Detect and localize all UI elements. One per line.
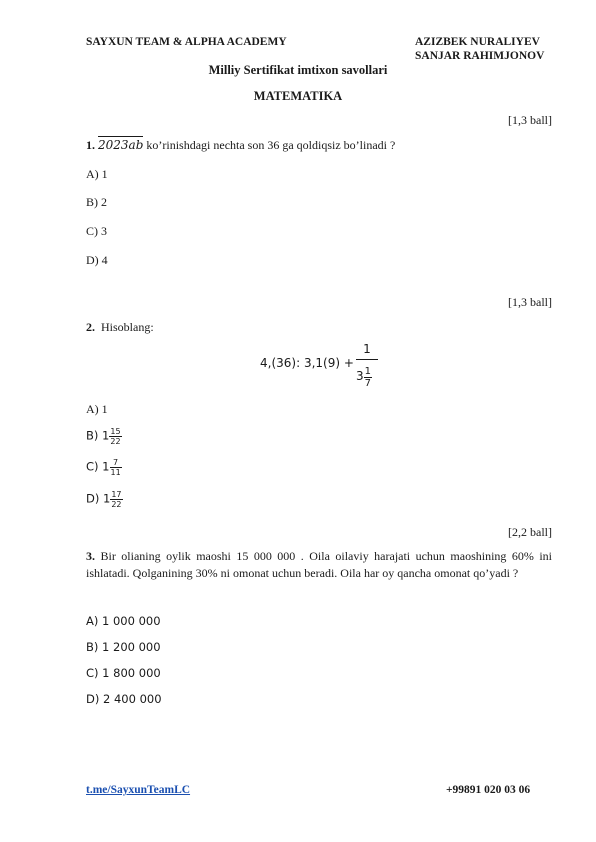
q2-points: [1,3 ball] [508, 295, 552, 309]
q2-formula-numerator: 1 [363, 342, 371, 356]
header-left: SAYXUN TEAM & ALPHA ACADEMY [86, 36, 287, 48]
q3-stem [86, 548, 552, 582]
q1-option-a[interactable]: A) 1 [86, 167, 108, 181]
q3-points: [2,2 ball] [508, 525, 552, 539]
q3-option-d[interactable]: D) 2 400 000 [86, 692, 162, 706]
q2-formula-mixed [356, 366, 372, 389]
q3-number: 3. [86, 549, 95, 563]
q1-option-c[interactable]: C) 3 [86, 224, 107, 238]
q2-option-d-fraction: $\frac{17}{22}$ [111, 490, 122, 509]
q2-number: 2. [86, 320, 95, 334]
footer-telegram-link[interactable]: t.me/SayxunTeamLC [86, 784, 191, 796]
q2-formula-mixed-whole: 3 [356, 369, 364, 383]
footer-phone: +99891 020 03 06 [446, 784, 531, 796]
q2-stem [86, 320, 154, 335]
q2-option-c[interactable]: C) 1 $\frac{7}{11}$ [86, 458, 121, 477]
q1-points: [1,3 ball] [508, 113, 552, 127]
q1-number: 1. [86, 138, 95, 152]
q2-option-a[interactable]: A) 1 [86, 402, 108, 416]
q2-option-b-fraction: $\frac{15}{22}$ [110, 427, 121, 446]
q3-option-b[interactable]: B) 1 200 000 [86, 640, 161, 654]
q2-text: Hisoblang: [101, 320, 154, 334]
q2-formula-fraction-bar [356, 359, 378, 360]
q1-option-d[interactable]: D) 4 [86, 253, 108, 267]
q1-option-b[interactable]: B) 2 [86, 195, 107, 209]
page-subtitle: Milliy Sertifikat imtixon savollari [208, 63, 388, 77]
q2-formula-main: 4,(36): 3,1(9) + [260, 356, 354, 370]
q3-option-c[interactable]: C) 1 800 000 [86, 666, 161, 680]
q2-option-b[interactable]: B) 1 $\frac{15}{22}$ [86, 427, 121, 446]
q3-option-a[interactable]: A) 1 000 000 [86, 614, 161, 628]
header-author-1: AZIZBEK NURALIYEV [415, 36, 540, 48]
q2-formula-mixed-fraction: $\frac{1}{7}$ [364, 366, 372, 389]
header-author-2: SANJAR RAHIMJONOV [415, 50, 545, 62]
q1-stem [86, 138, 395, 153]
q1-expression: 2023ab [98, 138, 144, 152]
q2-option-d[interactable]: D) 1 $\frac{17}{22}$ [86, 490, 122, 509]
q3-text: Bir olianing oylik maoshi 15 000 000 . Oila oilaviy harajati uchun maoshining 60% ini ishlatadi. Qolganining 30% ni omonat uchun beradi. Oila har oy qancha omonat qo’yadi ? [86, 549, 553, 580]
page-title: MATEMATIKA [253, 89, 343, 103]
q2-option-c-fraction: $\frac{7}{11}$ [110, 458, 121, 477]
q1-text: ko’rinishdagi nechta son 36 ga qoldiqsiz bo’linadi ? [143, 138, 396, 152]
